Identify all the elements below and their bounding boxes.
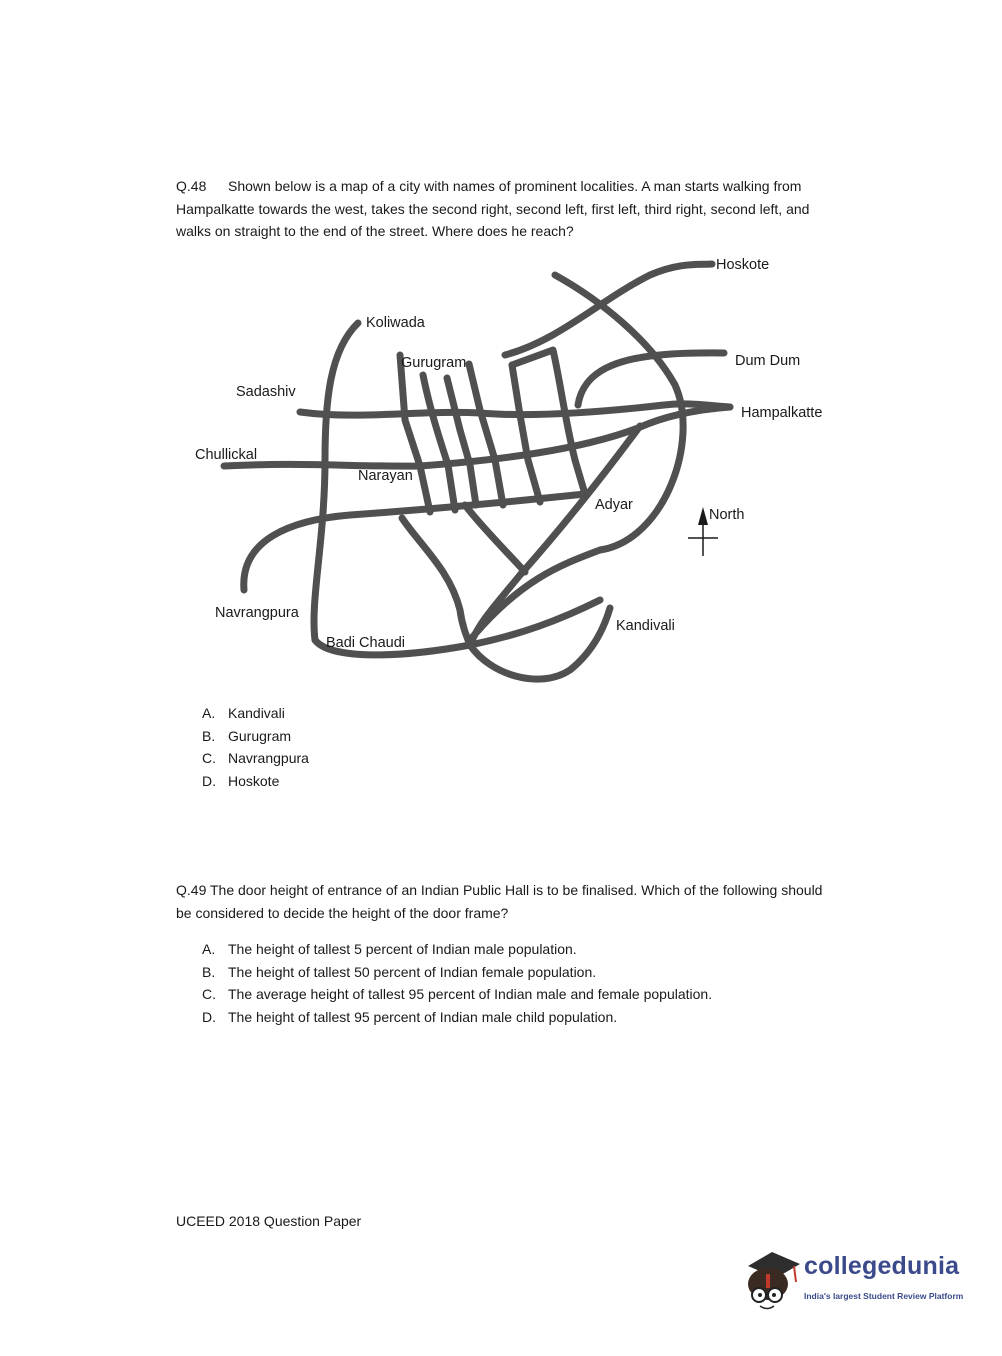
option-b[interactable]: B. The height of tallest 50 percent of Indian female population.: [202, 963, 597, 980]
label-navrangpura: Navrangpura: [215, 605, 299, 621]
label-sadashiv: Sadashiv: [236, 384, 296, 400]
road-narayan-diagonal: [402, 518, 470, 645]
logo-brand-text: collegedunia: [804, 1252, 960, 1280]
mascot-icon: [742, 1248, 802, 1318]
option-a[interactable]: A. The height of tallest 5 percent of Indian male population.: [202, 941, 577, 957]
road-grid-v5: [512, 365, 540, 502]
question-49: Q.49 The door height of entrance of an Indian Public Hall is to be finalised. Which of the following should be considered to decide the height of the door frame?: [176, 882, 823, 921]
question-48-number: Q.48: [176, 178, 207, 194]
collegedunia-logo[interactable]: [742, 1248, 972, 1318]
option-b[interactable]: B. Gurugram: [202, 727, 292, 744]
option-c[interactable]: C. The average height of tallest 95 percent of Indian male and female population.: [202, 986, 713, 1002]
label-hampalkatte: Hampalkatte: [741, 405, 823, 421]
road-dumdum: [578, 353, 724, 405]
north-arrowhead-icon: [698, 507, 708, 525]
label-north: North: [709, 507, 745, 523]
label-adyar: Adyar: [595, 497, 633, 513]
map-roads: [224, 264, 730, 679]
question-48-options: [202, 702, 309, 792]
option-a[interactable]: A. Kandivali: [202, 705, 285, 721]
label-koliwada: Koliwada: [366, 315, 425, 331]
road-koliwada-west: [314, 323, 358, 640]
option-d[interactable]: D. The height of tallest 95 percent of Indian male child population.: [202, 1008, 618, 1025]
label-dumdum: Dum Dum: [735, 353, 801, 369]
road-center-diagonal: [465, 505, 525, 572]
label-hoskote: Hoskote: [716, 257, 770, 273]
label-kandivali: Kandivali: [616, 618, 675, 634]
label-gurugram: Gurugram: [401, 355, 467, 371]
label-badichaudi: Badi Chaudi: [326, 635, 405, 651]
question-49-options: [202, 938, 712, 1028]
question-48-text: Shown below is a map of a city with names of prominent localities. A man starts walking from Hampalkatte towards the west, takes the second right, second left, first left, third right, second left, and walks on straight to the end of the street. Where does he reach?: [176, 178, 810, 239]
option-c[interactable]: C. Navrangpura: [202, 750, 309, 766]
label-narayan: Narayan: [358, 468, 413, 484]
logo-tagline: India's largest Student Review Platform: [804, 1291, 964, 1301]
label-chullickal: Chullickal: [195, 447, 258, 463]
road-narayan-adyar: [244, 494, 585, 590]
option-d[interactable]: D. Hoskote: [202, 772, 280, 789]
page-footer: UCEED 2018 Question Paper: [176, 1213, 362, 1229]
